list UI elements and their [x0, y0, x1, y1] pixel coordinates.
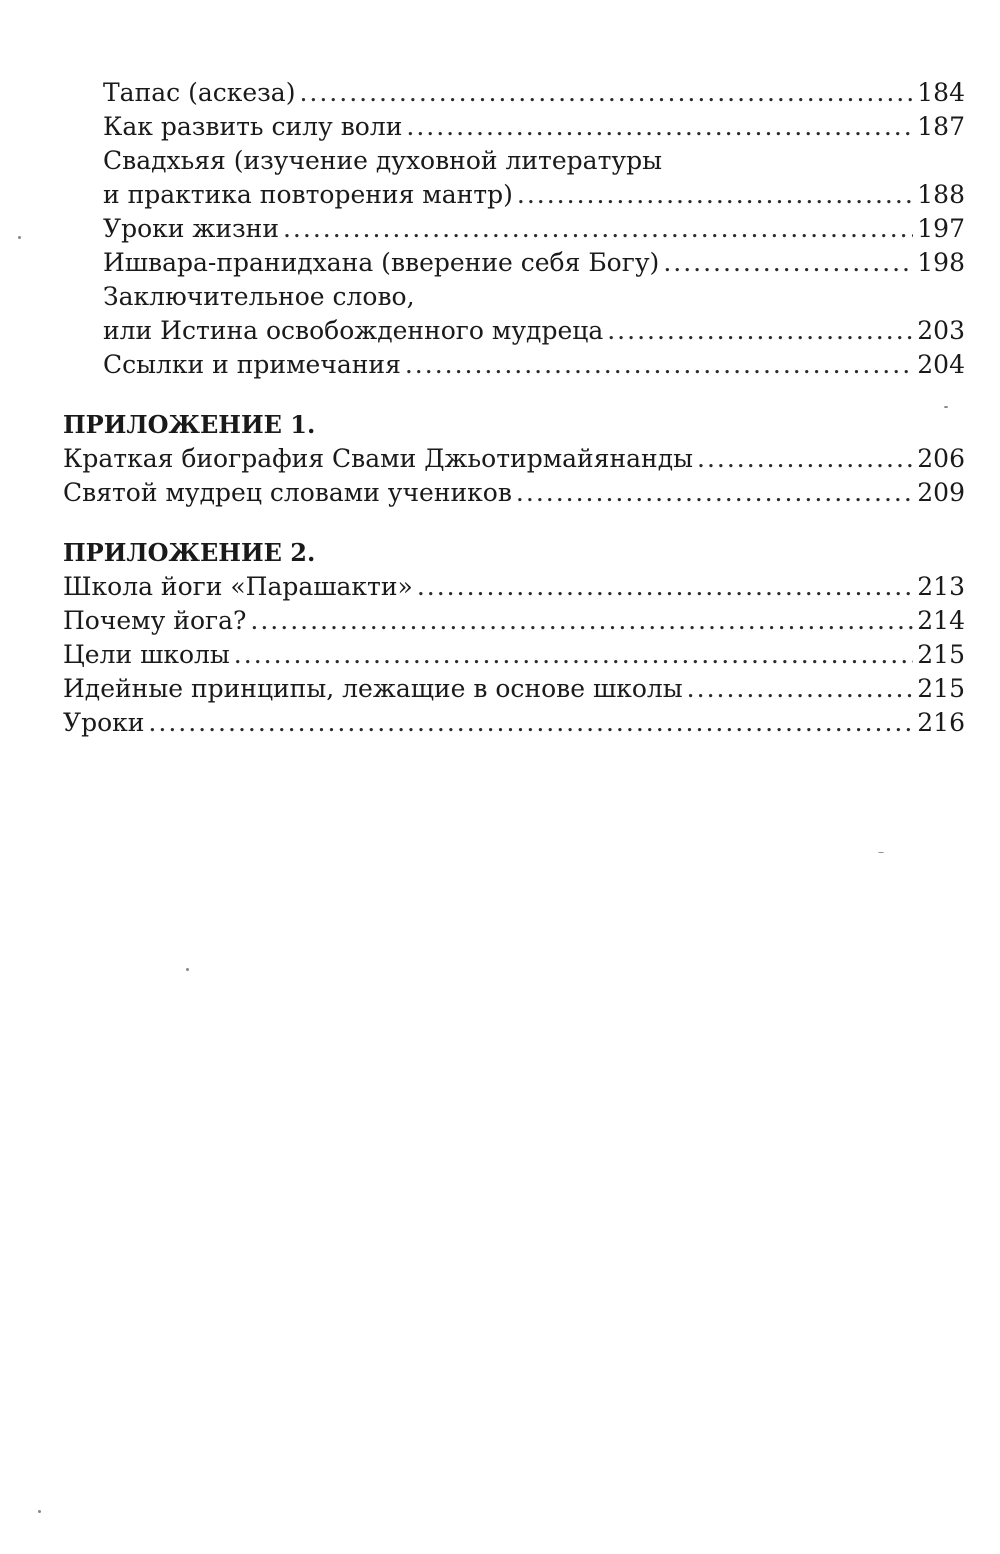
scan-speck: [878, 852, 884, 853]
toc-entry-page: 204: [917, 350, 965, 379]
toc-entry-page: 209: [917, 478, 965, 507]
toc-entry: [63, 348, 965, 382]
toc-entry-title: Как развить силу воли: [103, 112, 403, 141]
dot-leader: [406, 110, 913, 144]
toc-entry-title: Почему йога?: [63, 606, 247, 635]
toc-entry: [63, 212, 965, 246]
toc-entry-title: Цели школы: [63, 640, 230, 669]
dot-leader: [148, 706, 913, 740]
appendix-1-heading: ПРИЛОЖЕНИЕ 1.: [63, 410, 316, 439]
dot-leader: [417, 570, 913, 604]
toc-entry-page: 214: [917, 606, 965, 635]
scan-speck: [186, 968, 189, 971]
toc-entry-page: 187: [917, 112, 965, 141]
toc-entry: [63, 76, 965, 110]
toc-entry: [63, 638, 965, 672]
toc-entry-title-line1: Свадхьяя (изучение духовной литературы: [103, 146, 663, 175]
toc-entry: [63, 476, 965, 510]
dot-leader: [607, 314, 913, 348]
toc-entry: [63, 570, 965, 604]
toc-entry: [63, 442, 965, 476]
toc-entry-page: 206: [917, 444, 965, 473]
dot-leader: [687, 672, 914, 706]
toc-entry-title-line1: Заключительное слово,: [103, 282, 415, 311]
toc-entry: [63, 672, 965, 706]
toc-entry-title: Святой мудрец словами учеников: [63, 478, 512, 507]
toc-entry-title: и практика повторения мантр): [103, 180, 513, 209]
toc-entry-page: 198: [917, 248, 965, 277]
toc-entry-title: Ишвара-пранидхана (вверение себя Богу): [103, 248, 660, 277]
toc-entry-title: Краткая биография Свами Джьотирмайянанды: [63, 444, 694, 473]
dot-leader: [250, 604, 913, 638]
toc-entry-page: 203: [917, 316, 965, 345]
toc-entry-title: Тапас (аскеза): [103, 78, 296, 107]
toc-entry-page: 213: [917, 572, 965, 601]
toc-entry-page: 188: [917, 180, 965, 209]
dot-leader: [283, 212, 913, 246]
toc-entry-page: 216: [917, 708, 965, 737]
toc-entry-title: или Истина освобожденного мудреца: [103, 316, 604, 345]
dot-leader: [405, 348, 913, 382]
dot-leader: [663, 246, 913, 280]
toc-entry: [63, 706, 965, 740]
scan-speck: [944, 406, 948, 408]
toc-entry: [63, 314, 965, 348]
toc-entry-page: 215: [917, 640, 965, 669]
toc-entry-page: 197: [917, 214, 965, 243]
toc-entry-page: 184: [917, 78, 965, 107]
dot-leader: [299, 76, 913, 110]
dot-leader: [234, 638, 913, 672]
toc-entry-title: Ссылки и примечания: [103, 350, 401, 379]
dot-leader: [697, 442, 913, 476]
toc-entry: [63, 110, 965, 144]
toc-entry-page: 215: [917, 674, 965, 703]
dot-leader: [516, 476, 913, 510]
toc-entry-title: Уроки жизни: [103, 214, 279, 243]
dot-leader: [517, 178, 913, 212]
scan-speck: [18, 236, 21, 239]
toc-entry: [63, 246, 965, 280]
table-of-contents: [63, 76, 965, 740]
toc-entry-title: Уроки: [63, 708, 145, 737]
appendix-2-heading: ПРИЛОЖЕНИЕ 2.: [63, 538, 316, 567]
toc-entry-title: Идейные принципы, лежащие в основе школы: [63, 674, 683, 703]
toc-entry-title: Школа йоги «Парашакти»: [63, 572, 413, 601]
toc-entry: [63, 604, 965, 638]
scan-speck: [38, 1510, 41, 1513]
toc-entry: [63, 178, 965, 212]
